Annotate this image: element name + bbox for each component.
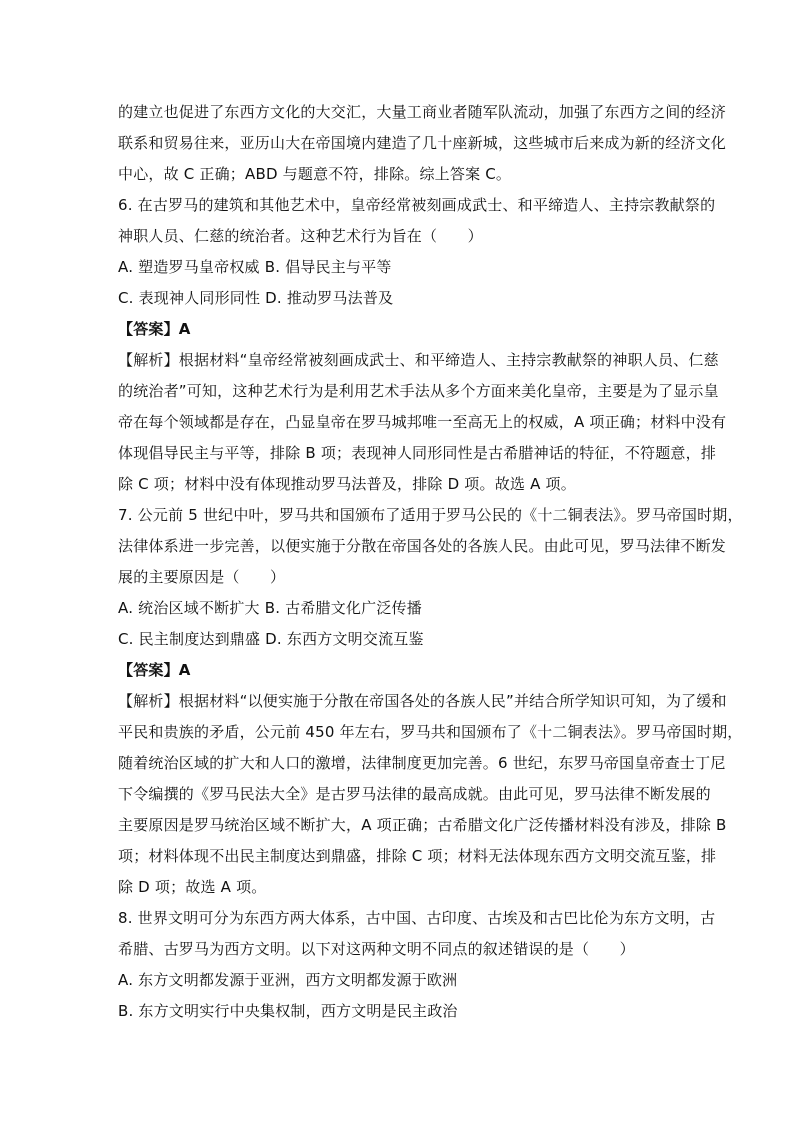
text-line: 平民和贵族的矛盾，公元前 450 年左右，罗马共和国颁布了《十二铜表法》。罗马帝国时期，	[118, 723, 743, 741]
question-8-option-a: A. 东方文明都发源于亚洲，西方文明都发源于欧洲	[118, 971, 458, 989]
text-line: 帝在每个领域都是存在，凸显皇帝在罗马城邦唯一至高无上的权威，A 项正确；材料中没有	[118, 413, 727, 431]
question-8-stem: 8. 世界文明可分为东西方两大体系，古中国、古印度、古埃及和古巴比伦为东方文明，古	[118, 909, 716, 927]
text-line: 主要原因是罗马统治区域不断扩大，A 项正确；古希腊文化广泛传播材料没有涉及，排除 B	[118, 816, 727, 834]
text-line: 法律体系进一步完善，以便实施于分散在帝国各处的各族人民。由此可见，罗马法律不断发	[118, 537, 727, 555]
text-line: 的建立也促进了东西方文化的大交汇，大量工商业者随军队流动，加强了东西方之间的经济	[118, 103, 727, 121]
question-7-options-cd: C. 民主制度达到鼎盛 D. 东西方文明交流互鉴	[118, 630, 424, 648]
text-line: 项；材料体现不出民主制度达到鼎盛，排除 C 项；材料无法体现东西方文明交流互鉴，排	[118, 847, 717, 865]
analysis-line: 【解析】根据材料“以便实施于分散在帝国各处的各族人民”并结合所学知识可知，为了缓和	[118, 692, 727, 710]
text-line: 除 C 项；材料中没有体现推动罗马法普及，排除 D 项。故选 A 项。	[118, 475, 576, 493]
analysis-line: 【解析】根据材料“皇帝经常被刻画成武士、和平缔造人、主持宗教献祭的神职人员、仁慈	[118, 351, 719, 369]
answer-label: 【答案】A	[118, 320, 191, 338]
text-line: 中心，故 C 正确；ABD 与题意不符，排除。综上答案 C。	[118, 165, 512, 183]
text-line: 希腊、古罗马为西方文明。以下对这两种文明不同点的叙述错误的是（ ）	[118, 940, 635, 958]
answer-label: 【答案】A	[118, 661, 191, 679]
text-line: 展的主要原因是（ ）	[118, 568, 286, 586]
text-line: 的统治者”可知，这种艺术行为是利用艺术手法从多个方面来美化皇帝，主要是为了显示皇	[118, 382, 719, 400]
question-8-option-b: B. 东方文明实行中央集权制，西方文明是民主政治	[118, 1002, 458, 1020]
question-6-options-ab: A. 塑造罗马皇帝权威 B. 倡导民主与平等	[118, 258, 392, 276]
question-6-options-cd: C. 表现神人同形同性 D. 推动罗马法普及	[118, 289, 394, 307]
text-line: 联系和贸易往来，亚历山大在帝国境内建造了几十座新城，这些城市后来成为新的经济文化	[118, 134, 727, 152]
text-line: 下令编撰的《罗马民法大全》是古罗马法律的最高成就。由此可见，罗马法律不断发展的	[118, 785, 711, 803]
text-line: 神职人员、仁慈的统治者。这种艺术行为旨在（ ）	[118, 227, 483, 245]
question-7-options-ab: A. 统治区域不断扩大 B. 古希腊文化广泛传播	[118, 599, 422, 617]
text-line: 随着统治区域的扩大和人口的激增，法律制度更加完善。6 世纪，东罗马帝国皇帝查士丁尼	[118, 754, 726, 772]
text-line: 除 D 项；故选 A 项。	[118, 878, 267, 896]
text-line: 体现倡导民主与平等，排除 B 项；表现神人同形同性是古希腊神话的特征，不符题意，排	[118, 444, 717, 462]
question-7-stem: 7. 公元前 5 世纪中叶，罗马共和国颁布了适用于罗马公民的《十二铜表法》。罗马帝国时期，	[118, 506, 743, 524]
question-6-stem: 6. 在古罗马的建筑和其他艺术中，皇帝经常被刻画成武士、和平缔造人、主持宗教献祭的	[118, 196, 716, 214]
